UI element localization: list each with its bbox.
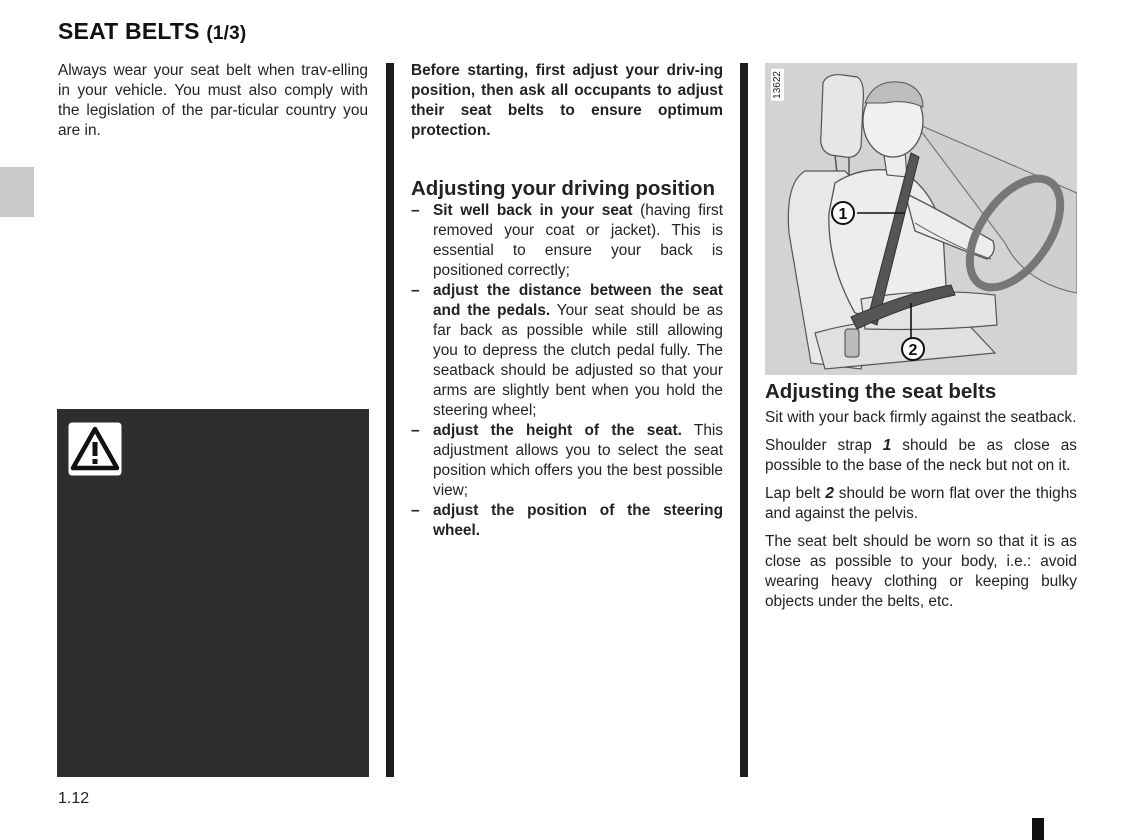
text: should be as close as possible to the base of the neck but not on it. bbox=[765, 437, 1077, 474]
column-divider bbox=[386, 63, 394, 777]
title-text: SEAT BELTS bbox=[58, 18, 200, 44]
callout-1-label: 1 bbox=[838, 206, 848, 223]
driving-position-heading: Adjusting your driving position bbox=[411, 177, 716, 200]
text: Lap belt bbox=[765, 485, 826, 502]
paragraph bbox=[765, 484, 1077, 524]
callout-ref: 2 bbox=[825, 485, 834, 502]
list-item-text: This adjustment allows you to select the seat position which offers you the best possible view; bbox=[433, 422, 723, 499]
paragraph: Sit with your back firmly against the seatback. bbox=[765, 409, 1077, 426]
paragraph bbox=[765, 436, 1077, 476]
list-item bbox=[411, 201, 723, 281]
section-tab bbox=[0, 167, 34, 217]
list-item-bold: adjust the height of the seat. bbox=[433, 422, 682, 439]
page-title bbox=[58, 18, 246, 45]
page-corner-mark bbox=[1032, 818, 1044, 840]
driver-drawing bbox=[765, 63, 1077, 375]
list-item-text: Your seat should be as far back as possible while still allowing you to depress the clutch pedal fully. The seatback should be adjusted so that your arms are slightly bent when you hold the steering wheel; bbox=[433, 302, 723, 419]
seat-belts-column bbox=[765, 380, 1077, 620]
before-starting-text: Before starting, first adjust your driv-ing position, then ask all occupants to adjust their seat belts to ensure optimum protection. bbox=[411, 62, 723, 139]
title-part: (1/3) bbox=[206, 23, 247, 44]
intro-paragraph: Always wear your seat belt when trav-elling in your vehicle. You must also comply with the legislation of the par-ticular country you are in. bbox=[58, 62, 368, 139]
driving-position-column bbox=[411, 61, 723, 541]
list-item bbox=[411, 281, 723, 421]
callout-ref: 1 bbox=[882, 437, 892, 454]
warning-triangle-icon bbox=[67, 421, 123, 477]
list-item-bold: Sit well back in your seat bbox=[433, 202, 633, 219]
seat-belt-illustration bbox=[765, 63, 1077, 375]
text: should be worn flat over the thighs and against the pelvis. bbox=[765, 485, 1077, 522]
list-item-bold: adjust the position of the steering wheel. bbox=[433, 502, 723, 539]
list-item bbox=[411, 421, 723, 501]
list-item-text: (having first removed your coat or jacket). This is essential to ensure your back is positioned correctly; bbox=[433, 202, 723, 279]
list-item-bold: adjust the distance between the seat and the pedals. bbox=[433, 282, 723, 319]
callout-2-label: 2 bbox=[908, 342, 918, 359]
seat-belts-heading: Adjusting the seat belts bbox=[765, 380, 997, 403]
warning-box bbox=[57, 409, 369, 777]
adjustment-list bbox=[411, 201, 723, 541]
text: Shoulder strap bbox=[765, 437, 883, 454]
figure-code: 13622 bbox=[772, 71, 783, 99]
paragraph: The seat belt should be worn so that it is as close as possible to your body, i.e.: avoid wearing heavy clothing or keeping bulky objects under the belts, etc. bbox=[765, 533, 1077, 610]
callout-2 bbox=[902, 338, 924, 360]
column-divider bbox=[740, 63, 748, 777]
page-number: 1.12 bbox=[58, 790, 90, 807]
list-item bbox=[411, 501, 723, 541]
callout-1 bbox=[832, 202, 854, 224]
